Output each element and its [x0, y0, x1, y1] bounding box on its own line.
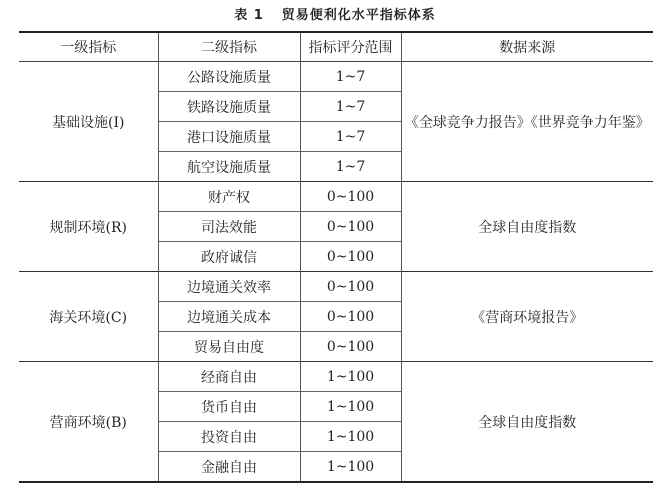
table-row	[19, 272, 653, 302]
score-range-cell: 1~100	[300, 452, 401, 483]
secondary-indicator-cell: 财产权	[158, 182, 300, 212]
primary-indicator-cell: 规制环境(R)	[19, 182, 158, 272]
header-score-range: 指标评分范围	[300, 32, 401, 62]
table-caption	[0, 5, 670, 27]
secondary-indicator-cell: 贸易自由度	[158, 332, 300, 362]
score-range-cell: 1~100	[300, 362, 401, 392]
data-source-cell: 《全球竞争力报告》《世界竞争力年鉴》	[401, 62, 653, 182]
table-title: 贸易便利化水平指标体系	[281, 8, 436, 23]
header-secondary-indicator: 二级指标	[158, 32, 300, 62]
score-range-cell: 1~7	[300, 122, 401, 152]
data-source-cell: 全球自由度指数	[401, 182, 653, 272]
score-range-cell: 0~100	[300, 272, 401, 302]
header-data-source: 数据来源	[401, 32, 653, 62]
score-range-cell: 1~7	[300, 92, 401, 122]
table-body	[19, 62, 653, 483]
score-range-cell: 0~100	[300, 332, 401, 362]
secondary-indicator-cell: 金融自由	[158, 452, 300, 483]
primary-indicator-cell: 海关环境(C)	[19, 272, 158, 362]
secondary-indicator-cell: 港口设施质量	[158, 122, 300, 152]
data-source-cell: 《营商环境报告》	[401, 272, 653, 362]
secondary-indicator-cell: 边境通关效率	[158, 272, 300, 302]
table-header	[19, 32, 653, 62]
table-number: 表 1	[234, 8, 264, 23]
score-range-cell: 0~100	[300, 212, 401, 242]
secondary-indicator-cell: 公路设施质量	[158, 62, 300, 92]
secondary-indicator-cell: 货币自由	[158, 392, 300, 422]
secondary-indicator-cell: 边境通关成本	[158, 302, 300, 332]
primary-indicator-cell: 基础设施(I)	[19, 62, 158, 182]
score-range-cell: 1~7	[300, 152, 401, 182]
score-range-cell: 1~7	[300, 62, 401, 92]
header-row	[19, 32, 653, 62]
primary-indicator-cell: 营商环境(B)	[19, 362, 158, 483]
secondary-indicator-cell: 投资自由	[158, 422, 300, 452]
data-source-cell: 全球自由度指数	[401, 362, 653, 483]
score-range-cell: 0~100	[300, 302, 401, 332]
table-row	[19, 182, 653, 212]
table-row	[19, 362, 653, 392]
table-row	[19, 62, 653, 92]
score-range-cell: 1~100	[300, 392, 401, 422]
score-range-cell: 0~100	[300, 182, 401, 212]
secondary-indicator-cell: 铁路设施质量	[158, 92, 300, 122]
secondary-indicator-cell: 司法效能	[158, 212, 300, 242]
indicator-table	[19, 31, 653, 483]
secondary-indicator-cell: 经商自由	[158, 362, 300, 392]
secondary-indicator-cell: 航空设施质量	[158, 152, 300, 182]
score-range-cell: 1~100	[300, 422, 401, 452]
header-primary-indicator: 一级指标	[19, 32, 158, 62]
secondary-indicator-cell: 政府诚信	[158, 242, 300, 272]
score-range-cell: 0~100	[300, 242, 401, 272]
